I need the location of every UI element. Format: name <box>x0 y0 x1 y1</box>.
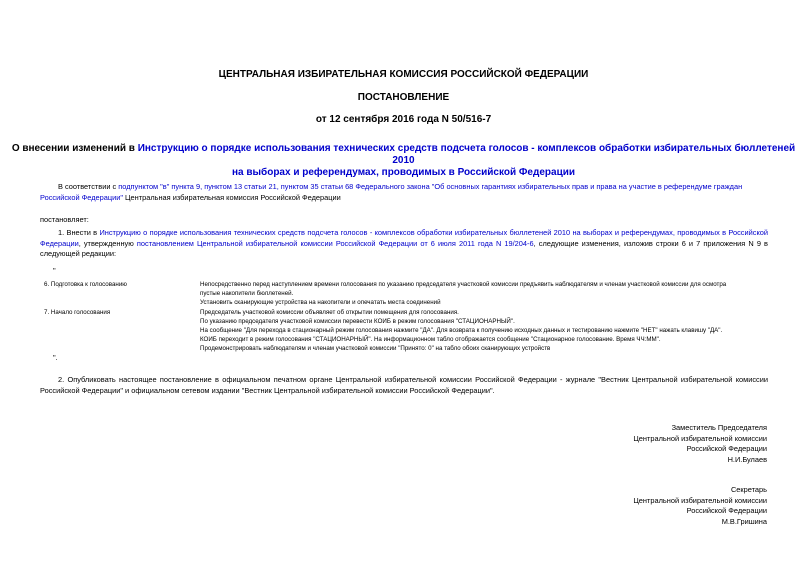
quote-open: " <box>53 266 56 275</box>
item-1-paragraph <box>40 228 768 260</box>
preamble-text-end: Центральная избирательная комиссия Российской Федерации <box>123 192 341 202</box>
signature-country: Российской Федерации <box>686 444 767 453</box>
signature-org: Центральной избирательной комиссии <box>633 495 767 505</box>
org-name: ЦЕНТРАЛЬНАЯ ИЗБИРАТЕЛЬНАЯ КОМИССИЯ РОССИЙСКОЙ ФЕДЕРАЦИИ <box>218 69 589 80</box>
table-cell-line: Установить сканирующие устройства на накопители и опечатать места соединений <box>200 299 441 306</box>
item-1-text-2: , утвержденную <box>78 238 137 248</box>
resolves-label: постановляет: <box>40 215 89 224</box>
doc-date-number: от 12 сентября 2016 года N 50/516-7 <box>315 114 492 125</box>
instruction-link[interactable]: Инструкцию о порядке использования технических средств подсчета голосов - комплексов обработки избирательных бюллетеней 2010 на выборах и референдумах, проводимых в Российской Федерации <box>40 228 768 248</box>
quote-close: ". <box>53 353 58 362</box>
signature-block-deputy <box>467 423 767 465</box>
resolution-link[interactable]: постановлением Центральной избирательной комиссии Российской Федерации от 6 июля 2011 года N 19/204-6 <box>136 238 534 248</box>
signature-block-secretary <box>467 485 767 527</box>
signature-name: Н.И.Булаев <box>727 454 767 464</box>
title-instruction-link[interactable]: Инструкцию о порядке использования технических средств подсчета голосов - комплексов обработки избирательных бюллетеней 2010 <box>137 143 796 166</box>
item-2-paragraph: 2. Опубликовать настоящее постановление в официальном печатном органе Центральной избирательной комиссии Российской Федерации - журнале "Вестник Центральной избирательной комиссии Российской Федерации" и официальном сетевом издании "Вестник Центральной избирательной комиссии Российской Федерации". <box>40 375 768 395</box>
table-cell-line: Продемонстрировать наблюдателям и членам участковой комиссии "Принято: 0" на табло обоих сканирующих устройств <box>200 345 551 352</box>
table-row-label: 6. Подготовка к голосованию <box>44 281 127 288</box>
doc-title <box>0 143 807 179</box>
table-cell-line: пустые накопители бюллетеней. <box>200 290 294 297</box>
table-row-content <box>200 308 770 353</box>
table-row-label: 7. Начало голосования <box>44 309 111 316</box>
signature-title: Секретарь <box>730 485 767 494</box>
item-1-text-3: , следующие изменения, изложив строки 6 и 7 приложения N 9 в следующей редакции: <box>40 238 768 258</box>
doc-type: ПОСТАНОВЛЕНИЕ <box>357 92 450 103</box>
signature-country: Российской Федерации <box>686 506 767 515</box>
title-prefix: О внесении изменений в <box>11 143 138 154</box>
federal-law-link[interactable]: подпунктом "в" пункта 9, пунктом 13 статьи 21, пунктом 35 статьи 68 Федерального закона "Об основных гарантиях избирательных прав и права на участие в референдуме граждан Российской Федерации" <box>40 182 743 202</box>
table-cell-line: По указанию председателя участковой комиссии перевести КОИБ в режим голосования "СТАЦИОНАРНЫЙ". <box>200 318 515 325</box>
title-instruction-link-cont[interactable]: на выборах и референдумах, проводимых в Российской Федерации <box>231 167 576 178</box>
table-cell-line: На сообщение "Для перехода в стационарный режим голосования нажмите "ДА". Для возврата к получению исходных данных и тестированию нажмите "НЕТ" нажать клавишу "ДА". <box>200 327 723 334</box>
table-cell-line: Непосредственно перед наступлением времени голосования по указанию председателя участковой комиссии предъявить наблюдателям и членам участковой комиссии для осмотра <box>200 281 727 288</box>
preamble-paragraph <box>40 182 768 203</box>
table-cell-line: КОИБ переходит в режим голосования "СТАЦИОНАРНЫЙ". На информационном табло отображается сообщение "Стационарное голосование. Время ЧЧ:ММ". <box>200 336 661 343</box>
item-1-text: 1. Внести в <box>58 228 100 237</box>
signature-title: Заместитель Председателя <box>671 423 767 432</box>
table-row-content <box>200 280 770 307</box>
signature-org: Центральной избирательной комиссии <box>633 433 767 443</box>
table-cell-line: Председатель участковой комиссии объявляет об открытии помещения для голосования. <box>200 309 459 316</box>
signature-name: М.В.Гришина <box>721 516 767 526</box>
preamble-text: В соответствии с <box>58 182 119 191</box>
